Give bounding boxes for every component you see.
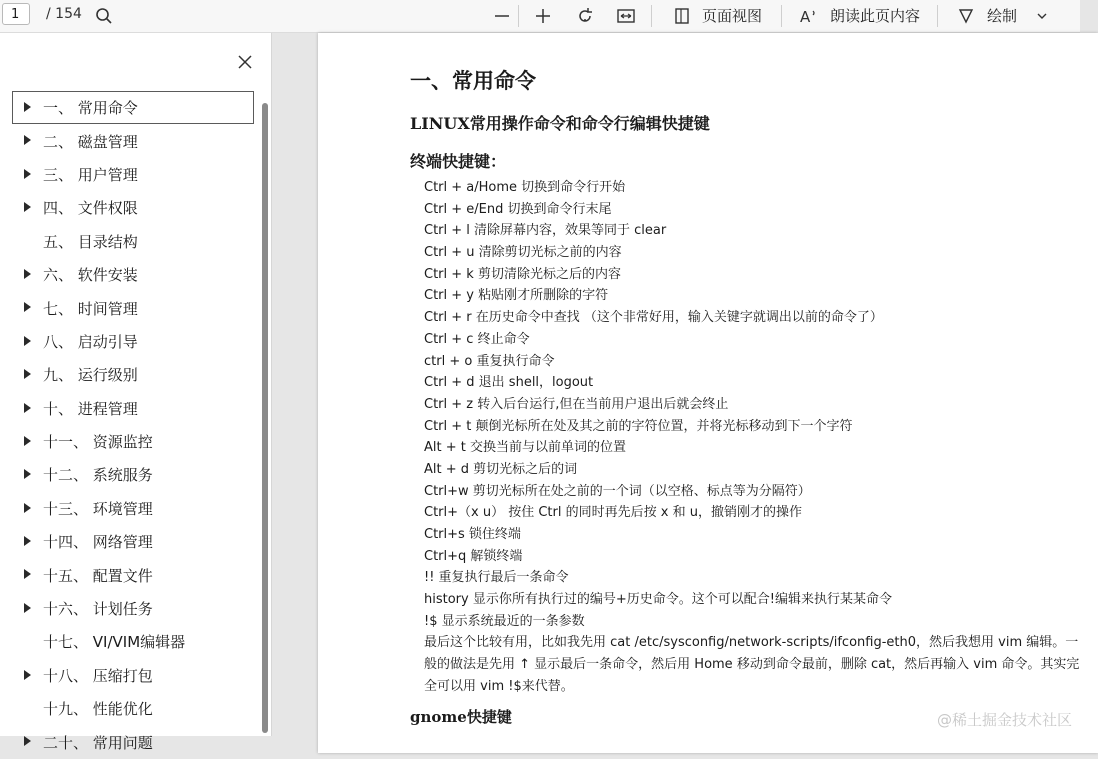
outline-item-label: 二、 磁盘管理 [43,132,138,151]
shortcut-line: Ctrl + k 剪切清除光标之后的内容 [424,266,621,282]
outline-item-label: 十六、 计划任务 [43,600,153,619]
outline-item-label: 十八、 压缩打包 [43,666,153,685]
expand-arrow-icon[interactable] [24,336,31,346]
section-heading: LINUX常用操作命令和命令行编辑快捷键 [410,114,710,133]
expand-arrow-icon[interactable] [24,135,31,145]
outline-list [0,91,262,759]
document-viewport[interactable] [272,33,1080,736]
outline-item[interactable] [12,91,254,124]
outline-item[interactable] [0,258,262,291]
outline-item[interactable] [0,291,262,324]
outline-item[interactable] [0,592,262,625]
outline-item[interactable] [0,492,262,525]
outline-item-label: 十九、 性能优化 [43,700,153,719]
outline-item[interactable] [0,392,262,425]
expand-arrow-icon[interactable] [24,269,31,279]
outline-item[interactable] [0,659,262,692]
expand-arrow-icon[interactable] [24,369,31,379]
outline-item-label: 十三、 环境管理 [43,499,153,518]
shortcut-line: !$ 显示系统最近的一条参数 [424,613,585,629]
search-icon[interactable] [92,4,116,28]
outline-item-label: 一、 常用命令 [43,99,138,118]
expand-arrow-icon[interactable] [24,536,31,546]
outline-item[interactable] [0,225,262,258]
toolbar-divider [937,5,938,27]
watermark: @稀土掘金技术社区 [936,711,1072,729]
outline-item[interactable] [0,124,262,157]
shortcut-line: Ctrl+（x u） 按住 Ctrl 的同时再先后按 x 和 u，撤销刚才的操作 [424,505,802,521]
draw-icon[interactable] [954,4,978,28]
explanation-paragraph: 最后这个比较有用，比如我先用 cat /etc/sysconfig/network-scripts/ifconfig-eth0，然后我想用 vim 编辑。一般的做法是先用 ↑ 显示最后一条命令，然后用 Home 移动到命令最前，删除 cat，然后再输入 vim 命令。其实完全可以用 vim !$来代替。 [424,635,1080,694]
expand-arrow-icon[interactable] [24,403,31,413]
shortcut-line: Ctrl + a/Home 切换到命令行开始 [424,180,626,195]
pdf-toolbar [0,0,1080,33]
expand-arrow-icon[interactable] [24,169,31,179]
page-heading: 一、常用命令 [410,69,536,93]
shortcut-line: Ctrl+s 锁住终端 [424,527,521,542]
draw-button[interactable]: 绘制 [987,7,1018,25]
shortcut-line: Ctrl + r 在历史命令中查找 （这个非常好用，输入关键字就调出以前的命令了） [424,310,883,326]
outline-item[interactable] [0,725,262,758]
outline-item-label: 六、 软件安装 [43,266,138,285]
shortcut-line: Ctrl + d 退出 shell，logout [424,375,594,391]
outline-item-label: 十五、 配置文件 [43,566,153,585]
outline-item[interactable] [0,325,262,358]
page-total: / 154 [46,6,82,22]
expand-arrow-icon[interactable] [24,302,31,312]
zoom-out-icon[interactable] [490,4,514,28]
shortcut-line: ctrl + o 重复执行命令 [424,353,555,369]
outline-sidebar [0,33,272,752]
expand-arrow-icon[interactable] [24,736,31,746]
read-aloud-icon[interactable] [797,4,821,28]
subsection-heading-gnome: gnome快捷键 [410,708,512,726]
outline-item-label: 八、 启动引导 [43,332,138,351]
shortcut-line: !! 重复执行最后一条命令 [424,570,569,586]
outline-item-label: 十七、 VI/VIM编辑器 [43,633,186,652]
shortcut-line: Alt + d 剪切光标之后的词 [424,461,578,477]
expand-arrow-icon[interactable] [24,202,31,212]
outline-item-label: 四、 文件权限 [43,199,138,218]
shortcut-line: Ctrl + y 粘贴刚才所删除的字符 [424,288,609,304]
outline-item-label: 十、 进程管理 [43,399,138,418]
rotate-icon[interactable] [573,4,597,28]
outline-item-label: 二十、 常用问题 [43,733,153,752]
expand-arrow-icon[interactable] [24,469,31,479]
outline-item-label: 五、 目录结构 [43,232,138,251]
read-aloud-button[interactable]: 朗读此页内容 [830,7,921,25]
zoom-in-icon[interactable] [531,4,555,28]
outline-item[interactable] [0,558,262,591]
outline-item[interactable] [0,625,262,658]
close-icon[interactable] [234,51,256,73]
toolbar-divider [781,5,782,27]
page-view-button[interactable]: 页面视图 [702,7,763,25]
shortcut-line: Ctrl + e/End 切换到命令行末尾 [424,201,612,217]
outline-item[interactable] [0,358,262,391]
outline-item-label: 十二、 系统服务 [43,466,153,485]
expand-arrow-icon[interactable] [24,603,31,613]
shortcut-line: Ctrl + c 终止命令 [424,331,530,347]
chevron-down-icon[interactable] [1030,4,1054,28]
shortcut-line: Ctrl + z 转入后台运行,但在当前用户退出后就会终止 [424,396,729,412]
outline-item-label: 七、 时间管理 [43,299,138,318]
shortcut-line: Ctrl + t 颠倒光标所在处及其之前的字符位置，并将光标移动到下一个字符 [424,418,853,434]
subsection-heading: 终端快捷键： [410,152,507,171]
page-number-input[interactable]: 1 [2,3,30,25]
outline-item[interactable] [0,158,262,191]
outline-item[interactable] [0,458,262,491]
shortcut-line: Ctrl + u 清除剪切光标之前的内容 [424,245,622,261]
svg-text:A: A [800,8,811,26]
shortcut-line: Alt + t 交换当前与以前单词的位置 [424,440,626,456]
outline-item-label: 九、 运行级别 [43,366,138,385]
page-view-icon[interactable] [670,4,694,28]
fit-page-icon[interactable] [614,4,638,28]
expand-arrow-icon[interactable] [24,670,31,680]
toolbar-divider [518,5,519,27]
outline-item-label: 三、 用户管理 [43,165,138,184]
shortcut-list [424,177,1084,698]
pdf-page [318,33,1098,753]
outline-item[interactable] [0,525,262,558]
toolbar-divider [651,5,652,27]
expand-arrow-icon[interactable] [24,503,31,513]
outline-item-label: 十四、 网络管理 [43,533,153,552]
shortcut-line: Ctrl+q 解锁终端 [424,548,523,564]
shortcut-line: history 显示你所有执行过的编号+历史命令。这个可以配合!编辑来执行某某命令 [424,592,892,608]
outline-item[interactable] [0,425,262,458]
expand-arrow-icon[interactable] [24,102,31,112]
shortcut-line: Ctrl+w 剪切光标所在处之前的一个词（以空格、标点等为分隔符） [424,483,811,499]
shortcut-line: Ctrl + l 清除屏幕内容，效果等同于 clear [424,223,667,239]
expand-arrow-icon[interactable] [24,436,31,446]
sidebar-scrollbar[interactable] [262,103,268,733]
outline-item[interactable] [0,191,262,224]
expand-arrow-icon[interactable] [24,569,31,579]
outline-item[interactable] [0,692,262,725]
outline-item-label: 十一、 资源监控 [43,433,153,452]
